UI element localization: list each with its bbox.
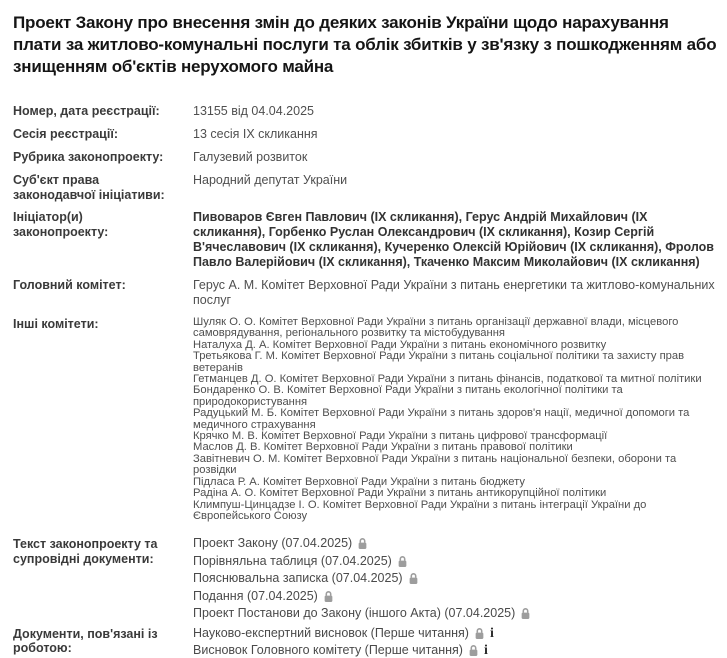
committee-item: Шуляк О. О. Комітет Верховної Ради України з питань організації державної влади, місцевого самоврядування, регіонального розвитку та містобудування (193, 316, 679, 340)
lock-icon (408, 572, 419, 585)
committee-item: Наталуха Д. А. Комітет Верховної Ради України з питань економічного розвитку (193, 338, 607, 351)
info-row-rubric (13, 150, 717, 165)
info-row-related-documents (13, 627, 717, 658)
lock-icon (520, 607, 531, 620)
field-label-rubric: Рубрика законопроекту: (13, 150, 164, 164)
document-link[interactable] (193, 607, 717, 621)
document-link[interactable] (193, 555, 717, 569)
committee-item: Крячко М. В. Комітет Верховної Ради України з питань цифрової трансформації (193, 430, 608, 443)
lock-icon (474, 627, 485, 640)
info-row-documents (13, 537, 717, 621)
document-link-label[interactable]: Пояснювальна записка (07.04.2025) (193, 571, 403, 586)
info-row-other-committees (13, 317, 717, 522)
document-link-label[interactable]: Проект Закону (07.04.2025) (193, 536, 353, 551)
committee-item: Підласа Р. А. Комітет Верховної Ради України з питань бюджету (193, 475, 525, 488)
field-value-main-committee: Герус А. М. Комітет Верховної Ради України з питань енергетики та житлово-комунальних послуг (193, 278, 715, 307)
committee-item: Бондаренко О. В. Комітет Верховної Ради України з питань екологічної політики та природокористування (193, 384, 623, 408)
committee-item: Завітневич О. М. Комітет Верховної Ради України з питань національної безпеки, оборони та розвідки (193, 452, 677, 477)
field-label-number: Номер, дата реєстрації: (13, 104, 160, 118)
document-link-label[interactable]: Проект Постанови до Закону (іншого Акта) (07.04.2025) (193, 606, 516, 621)
committee-item: Климпуш-Цинцадзе І. О. Комітет Верховної Ради України з питань інтеграції України до Європейського Союзу (193, 498, 647, 522)
field-value-session: 13 сесія ІХ скликання (193, 127, 318, 141)
field-label-main-committee: Головний комітет: (13, 278, 126, 292)
info-icon[interactable]: i (489, 625, 494, 641)
document-link-label[interactable]: Науково-експертний висновок (Перше читання) (193, 625, 469, 640)
field-label-other-committees: Інші комітети: (13, 317, 99, 331)
lock-icon (468, 644, 479, 657)
document-link-label[interactable]: Висновок Головного комітету (Перше читання) (193, 643, 463, 658)
bill-title: Проект Закону про внесення змін до деяких законів України щодо нарахування плати за житлово-комунальні послуги та облік збитків у зв'язку з пошкодженням або знищенням об'єктів нерухомого майна (13, 13, 717, 76)
field-value-rubric: Галузевий розвиток (193, 150, 308, 164)
committee-item: Третьякова Г. М. Комітет Верховної Ради України з питань соціальної політики та захисту прав ветеранів (193, 350, 685, 374)
field-label-related-documents: Документи, пов'язані із роботою: (13, 626, 158, 656)
lock-icon (357, 537, 368, 550)
info-row-session (13, 127, 717, 142)
bill-info-table (13, 104, 717, 658)
document-link-label[interactable]: Порівняльна таблиця (07.04.2025) (193, 553, 392, 568)
field-label-documents: Текст законопроекту та супровідні документи: (13, 537, 158, 566)
field-value-subject: Народний депутат України (193, 173, 348, 187)
document-link-label[interactable]: Подання (07.04.2025) (193, 588, 318, 603)
lock-icon (397, 555, 408, 568)
field-label-session: Сесія реєстрації: (13, 127, 118, 141)
field-value-initiators: Пивоваров Євген Павлович (ІХ скликання), Герус Андрій Михайлович (ІХ скликання), Горбенко Руслан Олександрович (ІХ скликання), Козир Сергій В'ячеславович (ІХ скликання), Кучеренко Олексій Юрійович (ІХ скликання), Фролов Павло Валерійович (ІХ скликання), Ткаченко Максим Миколайович (ІХ скликання) (193, 210, 714, 269)
field-value-number: 13155 від 04.04.2025 (193, 104, 314, 118)
committee-item: Гетманцев Д. О. Комітет Верховної Ради України з питань фінансів, податкової та митної політики (193, 373, 702, 386)
related-documents-list (193, 627, 717, 658)
info-row-initiators (13, 210, 717, 270)
committee-item: Радіна А. О. Комітет Верховної Ради України з питань антикорупційної політики (193, 487, 607, 500)
committee-item: Радуцький М. Б. Комітет Верховної Ради України з питань здоров'я нації, медичної допомоги та медичного страхування (193, 407, 690, 431)
committees-list (193, 317, 717, 522)
documents-list (193, 537, 717, 621)
lock-icon (323, 590, 334, 603)
document-link[interactable] (193, 537, 717, 551)
committee-item: Маслов Д. В. Комітет Верховної Ради України з питань правової політики (193, 441, 573, 454)
document-link[interactable] (193, 644, 717, 658)
field-label-initiators: Ініціатор(и) законопроекту: (13, 210, 109, 239)
info-icon[interactable]: i (483, 643, 488, 658)
info-row-main-committee (13, 278, 717, 308)
document-link[interactable] (193, 590, 717, 604)
document-link[interactable] (193, 572, 717, 586)
info-row-number (13, 104, 717, 119)
info-row-subject (13, 173, 717, 202)
document-link[interactable] (193, 627, 717, 641)
field-label-subject: Суб'єкт права законодавчої ініціативи: (13, 173, 165, 202)
